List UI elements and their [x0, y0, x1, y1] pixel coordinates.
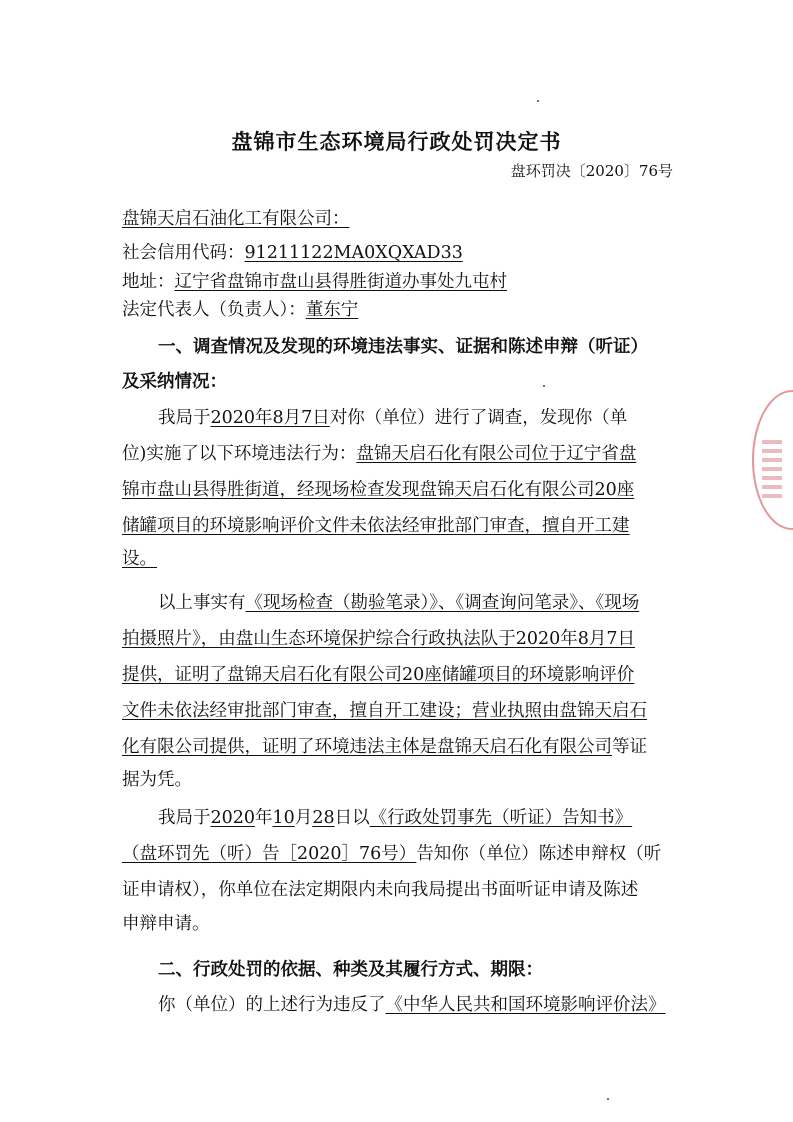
- address-line: [122, 270, 682, 294]
- law-reference: 《中华人民共和国环境影响评价法》: [385, 995, 666, 1015]
- p2-line3: 提供，证明了盘锦天启石化有限公司20座储罐项目的环境影响评价: [122, 665, 635, 685]
- representative-line: [122, 298, 682, 322]
- p3-line1: [158, 806, 718, 830]
- notice-month: 10: [272, 808, 295, 828]
- p2-text: 等证: [612, 737, 647, 757]
- p3-text: 我局于: [158, 808, 211, 828]
- section1-heading-line1: 一、调查情况及发现的环境违法事实、证据和陈述申辩（听证）: [158, 337, 648, 357]
- p1-text: 对你（单位）进行了调查，发现你（单: [329, 408, 628, 428]
- p2-line1: [158, 591, 718, 615]
- credit-code-line: [122, 241, 682, 265]
- p3-line2: [122, 842, 682, 866]
- p1-line4: 储罐项目的环境影响评价文件未依法经审批部门审查，擅自开工建: [122, 516, 630, 536]
- section1-heading-line2: 及采纳情况：: [122, 372, 227, 392]
- address-value: 辽宁省盘锦市盘山县得胜街道办事处九屯村: [174, 272, 507, 292]
- p1-text: 我局于: [158, 408, 211, 428]
- p1-text: 位)实施了以下环境违法行为：: [122, 444, 357, 464]
- address-label: 地址：: [122, 272, 175, 292]
- credit-code-label: 社会信用代码：: [122, 243, 245, 263]
- section2-heading: 二、行政处罚的依据、种类及其履行方式、期限：: [158, 960, 543, 980]
- document-title: 盘锦市生态环境局行政处罚决定书: [231, 129, 562, 154]
- document-number: 盘环罚决〔2020〕76号: [510, 162, 673, 180]
- p1-line2: [122, 442, 682, 466]
- p2-text: 以上事实有: [158, 593, 246, 613]
- p2-line2: 拍摄照片》，由盘山生态环境保护综合行政执法队于2020年8月7日: [122, 629, 636, 649]
- p2-line6: 据为凭。: [122, 770, 192, 790]
- p1-line3: 锦市盘山县得胜街道，经现场检查发现盘锦天启石化有限公司20座: [122, 480, 635, 500]
- representative-value: 董东宁: [305, 300, 359, 320]
- p1-line1: [158, 406, 718, 430]
- recipient-name: 盘锦天启石油化工有限公司：: [122, 209, 350, 229]
- scan-speck: [607, 1098, 609, 1100]
- notice-document-number: （盘环罚先（听）告［2020］76号）: [122, 844, 417, 864]
- notice-year: 2020: [210, 808, 256, 828]
- p2-line5: [122, 735, 682, 759]
- p3-text: 日以: [334, 808, 370, 828]
- credit-code-value: 91211122MA0XQXAD33: [244, 243, 463, 263]
- evidence-list: 《现场检查（勘验笔录）》、《调查询问笔录》、《现场: [245, 593, 640, 613]
- notice-document-title: 《行政处罚事先（听证）告知书》: [369, 808, 633, 828]
- p1-line5: 设。: [122, 549, 157, 569]
- notice-day: 28: [312, 808, 335, 828]
- p3-text: 月: [294, 808, 313, 828]
- section2-p1-line1: [158, 993, 678, 1017]
- p2-line4: 文件未依法经审批部门审查，擅自开工建设；营业执照由盘锦天启石: [122, 701, 647, 721]
- p3-text: 年: [255, 808, 273, 828]
- section2-text: 你（单位）的上述行为违反了: [158, 995, 386, 1015]
- scan-speck: [537, 100, 539, 102]
- p3-line4: 申辩申请。: [122, 914, 210, 934]
- violation-text: 盘锦天启石化有限公司位于辽宁省盘: [356, 444, 637, 464]
- p3-line3: 证申请权），你单位在法定期限内未向我局提出书面听证申请及陈述: [122, 880, 639, 900]
- representative-label: 法定代表人（负责人）：: [122, 300, 306, 320]
- scan-speck: [543, 385, 545, 387]
- violation-subject: 化有限公司提供，证明了环境违法主体是盘锦天启石化有限公司: [122, 737, 612, 757]
- p3-text: 告知你（单位）陈述申辩权（听: [416, 844, 662, 864]
- official-seal-mark: [762, 440, 782, 500]
- inspection-date: 2020年8月7日: [210, 408, 330, 428]
